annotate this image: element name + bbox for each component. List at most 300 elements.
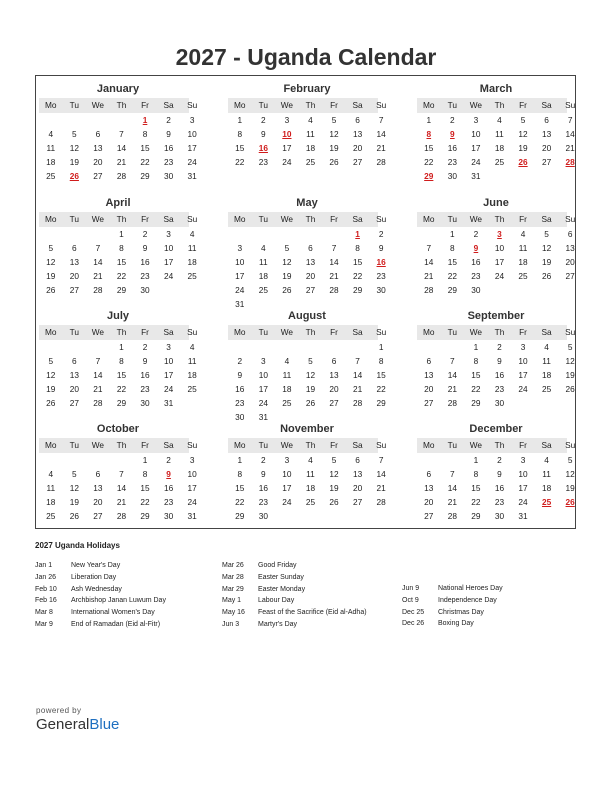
week-row bbox=[417, 270, 575, 283]
footer-branding[interactable] bbox=[36, 706, 119, 733]
holiday-date: Mar 29 bbox=[222, 585, 244, 593]
day-cell: 22 bbox=[140, 497, 150, 507]
day-cell: 26 bbox=[282, 285, 292, 295]
brand-general-text: General bbox=[36, 716, 90, 733]
weekday-label: Mo bbox=[423, 100, 435, 110]
day-cell: 2 bbox=[166, 115, 171, 125]
holiday-item bbox=[222, 560, 367, 572]
weekday-label: We bbox=[280, 100, 294, 110]
day-cell: 30 bbox=[471, 285, 481, 295]
day-cell: 5 bbox=[284, 243, 290, 253]
empty-day-cell bbox=[417, 228, 441, 241]
holiday-name: Easter Sunday bbox=[258, 573, 304, 581]
day-cell: 22 bbox=[471, 384, 481, 394]
day-cell: 19 bbox=[46, 271, 56, 281]
day-cell: 11 bbox=[306, 469, 315, 479]
day-cell: 31 bbox=[258, 412, 268, 422]
day-cell: 4 bbox=[544, 455, 549, 465]
empty-day-cell bbox=[299, 341, 323, 354]
day-cell: 3 bbox=[261, 356, 266, 366]
day-cell: 2 bbox=[473, 229, 479, 239]
weekday-label: Fr bbox=[141, 440, 149, 450]
day-cell: 12 bbox=[518, 129, 528, 139]
empty-day-cell bbox=[299, 228, 323, 241]
empty-day-cell bbox=[558, 284, 582, 297]
day-cell: 8 bbox=[119, 243, 124, 253]
weekday-label: Fr bbox=[141, 100, 149, 110]
day-cell: 26 bbox=[46, 285, 56, 295]
holiday-day-cell: 29 bbox=[424, 171, 434, 181]
weekday-label: Th bbox=[305, 327, 316, 337]
day-cell: 6 bbox=[355, 115, 360, 125]
weekday-label: Fr bbox=[330, 440, 338, 450]
day-cell: 18 bbox=[282, 384, 292, 394]
day-cell: 2 bbox=[166, 455, 171, 465]
weekday-label: Sa bbox=[163, 100, 174, 110]
weekday-label: Sa bbox=[541, 214, 552, 224]
week-row bbox=[417, 114, 573, 127]
day-cell: 9 bbox=[166, 129, 171, 139]
weekday-label: Th bbox=[116, 440, 127, 450]
day-cell: 18 bbox=[305, 483, 316, 493]
day-cell: 28 bbox=[352, 398, 363, 408]
holiday-item bbox=[35, 595, 166, 607]
day-cell: 5 bbox=[331, 115, 337, 125]
day-cell: 27 bbox=[424, 398, 434, 408]
day-cell: 20 bbox=[424, 497, 434, 507]
week-row bbox=[39, 156, 197, 169]
day-cell: 7 bbox=[378, 455, 384, 465]
week-row bbox=[228, 482, 386, 495]
day-cell: 6 bbox=[95, 129, 101, 139]
day-cell: 4 bbox=[284, 356, 290, 366]
weekday-label: We bbox=[91, 214, 105, 224]
weekday-label: Tu bbox=[258, 214, 269, 224]
holiday-name: Easter Monday bbox=[258, 585, 306, 593]
day-cell: 4 bbox=[308, 455, 313, 465]
day-cell: 16 bbox=[140, 257, 150, 267]
empty-day-cell bbox=[417, 341, 441, 354]
weekday-label: Th bbox=[494, 440, 505, 450]
day-cell: 1 bbox=[473, 455, 479, 465]
day-cell: 14 bbox=[565, 129, 575, 139]
month-may bbox=[228, 196, 387, 311]
day-cell: 15 bbox=[235, 483, 245, 493]
month-january bbox=[39, 82, 198, 183]
day-cell: 21 bbox=[116, 497, 127, 507]
weekday-label: Su bbox=[565, 214, 576, 224]
holiday-day-cell: 3 bbox=[497, 229, 502, 239]
brand-blue-text: Blue bbox=[89, 716, 120, 733]
day-cell: 7 bbox=[567, 115, 573, 125]
day-cell: 1 bbox=[426, 115, 432, 125]
holiday-name: Boxing Day bbox=[438, 620, 474, 628]
month-name: June bbox=[483, 197, 509, 209]
weekday-label: Th bbox=[116, 214, 127, 224]
day-cell: 11 bbox=[306, 129, 315, 139]
day-cell: 2 bbox=[378, 229, 384, 239]
week-row bbox=[39, 397, 189, 410]
holiday-day-cell: 28 bbox=[565, 157, 575, 167]
week-row bbox=[417, 242, 575, 255]
empty-day-cell bbox=[299, 510, 323, 523]
weekday-label: Tu bbox=[69, 327, 80, 337]
weekday-label: Th bbox=[494, 100, 505, 110]
day-cell: 8 bbox=[378, 356, 384, 366]
holiday-list-column-1 bbox=[35, 560, 166, 631]
day-cell: 17 bbox=[163, 257, 174, 267]
day-cell: 19 bbox=[329, 143, 339, 153]
day-cell: 29 bbox=[140, 511, 150, 521]
weekday-label: Su bbox=[187, 100, 198, 110]
day-cell: 16 bbox=[140, 370, 150, 380]
empty-day-cell bbox=[535, 510, 559, 523]
weekday-label: Su bbox=[187, 214, 198, 224]
day-cell: 14 bbox=[116, 143, 127, 153]
day-cell: 13 bbox=[93, 483, 103, 493]
day-cell: 23 bbox=[140, 271, 150, 281]
empty-day-cell bbox=[535, 284, 559, 297]
day-cell: 8 bbox=[237, 129, 243, 139]
day-cell: 13 bbox=[565, 243, 575, 253]
weekday-label: Fr bbox=[330, 100, 338, 110]
holiday-date: Jun 9 bbox=[402, 585, 420, 592]
holiday-item bbox=[35, 560, 166, 572]
weekday-label: Su bbox=[376, 327, 387, 337]
day-cell: 12 bbox=[46, 257, 56, 267]
holiday-item bbox=[222, 607, 367, 619]
holiday-day-cell: 26 bbox=[565, 497, 575, 507]
empty-day-cell bbox=[86, 228, 110, 241]
weekday-label: Fr bbox=[141, 214, 149, 224]
holiday-day-cell: 25 bbox=[541, 497, 552, 507]
empty-day-cell bbox=[228, 341, 252, 354]
day-cell: 16 bbox=[471, 257, 481, 267]
day-cell: 22 bbox=[447, 271, 457, 281]
day-cell: 27 bbox=[541, 157, 552, 167]
holiday-date: Jan 26 bbox=[35, 573, 57, 581]
month-name: October bbox=[96, 423, 140, 435]
day-cell: 27 bbox=[329, 398, 339, 408]
day-cell: 6 bbox=[426, 469, 432, 479]
day-cell: 20 bbox=[565, 257, 575, 267]
empty-day-cell bbox=[39, 454, 63, 467]
week-row bbox=[228, 142, 386, 155]
empty-day-cell bbox=[39, 114, 63, 127]
day-cell: 4 bbox=[520, 229, 526, 239]
empty-day-cell bbox=[558, 397, 582, 410]
powered-by-text: powered by bbox=[36, 706, 82, 715]
day-cell: 28 bbox=[93, 398, 103, 408]
empty-day-cell bbox=[511, 284, 535, 297]
day-cell: 20 bbox=[69, 271, 79, 281]
day-cell: 22 bbox=[116, 384, 127, 394]
day-cell: 31 bbox=[235, 299, 245, 309]
day-cell: 7 bbox=[355, 356, 360, 366]
day-cell: 27 bbox=[69, 285, 79, 295]
day-cell: 24 bbox=[258, 398, 268, 408]
weekday-label: Fr bbox=[519, 327, 527, 337]
weekday-label: Fr bbox=[141, 327, 149, 337]
month-july bbox=[39, 309, 198, 410]
day-cell: 13 bbox=[93, 143, 103, 153]
page-title: 2027 - Uganda Calendar bbox=[175, 44, 437, 70]
holiday-day-cell: 16 bbox=[376, 257, 386, 267]
holiday-day-cell: 1 bbox=[142, 115, 148, 125]
day-cell: 10 bbox=[187, 469, 197, 479]
day-cell: 26 bbox=[565, 384, 575, 394]
weekday-label: Mo bbox=[423, 440, 435, 450]
weekday-header bbox=[228, 98, 387, 113]
empty-day-cell bbox=[535, 397, 559, 410]
day-cell: 10 bbox=[518, 469, 528, 479]
day-cell: 1 bbox=[473, 342, 479, 352]
day-cell: 26 bbox=[69, 511, 79, 521]
week-row bbox=[228, 270, 386, 283]
day-cell: 8 bbox=[355, 243, 360, 253]
day-cell: 20 bbox=[541, 143, 552, 153]
week-row bbox=[39, 170, 197, 183]
day-cell: 27 bbox=[305, 285, 316, 295]
weekday-header bbox=[39, 212, 198, 227]
week-row bbox=[417, 369, 575, 382]
day-cell: 11 bbox=[46, 143, 56, 153]
day-cell: 25 bbox=[305, 157, 316, 167]
holiday-name: National Heroes Day bbox=[438, 585, 503, 592]
day-cell: 21 bbox=[376, 483, 386, 493]
weekday-label: Th bbox=[116, 327, 127, 337]
day-cell: 14 bbox=[447, 370, 457, 380]
day-cell: 26 bbox=[46, 398, 56, 408]
day-cell: 2 bbox=[497, 342, 502, 352]
day-cell: 10 bbox=[518, 356, 528, 366]
day-cell: 1 bbox=[237, 455, 243, 465]
day-cell: 8 bbox=[450, 243, 455, 253]
day-cell: 23 bbox=[494, 497, 505, 507]
weekday-header bbox=[228, 438, 387, 453]
week-row bbox=[39, 496, 197, 509]
day-cell: 21 bbox=[329, 271, 339, 281]
weekday-label: Tu bbox=[69, 440, 80, 450]
day-cell: 5 bbox=[567, 455, 573, 465]
weekday-label: Mo bbox=[423, 327, 435, 337]
holiday-item bbox=[35, 607, 166, 619]
weekday-header bbox=[417, 212, 576, 227]
day-cell: 12 bbox=[329, 129, 339, 139]
empty-day-cell bbox=[110, 114, 134, 127]
day-cell: 4 bbox=[189, 342, 195, 352]
day-cell: 3 bbox=[284, 455, 290, 465]
day-cell: 17 bbox=[282, 143, 292, 153]
weekday-label: We bbox=[469, 440, 483, 450]
day-cell: 13 bbox=[329, 370, 339, 380]
day-cell: 2 bbox=[261, 115, 266, 125]
week-row bbox=[39, 270, 197, 283]
holiday-date: Mar 28 bbox=[222, 573, 244, 581]
holiday-name: International Women's Day bbox=[71, 609, 155, 617]
weekday-label: Th bbox=[494, 327, 505, 337]
day-cell: 15 bbox=[140, 143, 150, 153]
empty-day-cell bbox=[441, 341, 465, 354]
day-cell: 18 bbox=[46, 497, 56, 507]
week-row bbox=[39, 454, 195, 467]
weekday-label: Su bbox=[187, 440, 198, 450]
month-november bbox=[228, 422, 387, 523]
weekday-label: Tu bbox=[447, 327, 458, 337]
week-row bbox=[417, 156, 575, 169]
day-cell: 15 bbox=[116, 257, 127, 267]
empty-day-cell bbox=[39, 228, 63, 241]
day-cell: 6 bbox=[544, 115, 549, 125]
day-cell: 5 bbox=[48, 356, 54, 366]
generalblue-logo[interactable] bbox=[36, 716, 119, 733]
week-row bbox=[417, 355, 575, 368]
day-cell: 23 bbox=[235, 398, 245, 408]
week-row bbox=[417, 170, 567, 183]
empty-day-cell bbox=[511, 397, 535, 410]
day-cell: 16 bbox=[258, 483, 268, 493]
day-cell: 9 bbox=[261, 469, 266, 479]
empty-day-cell bbox=[511, 170, 535, 183]
holiday-item bbox=[402, 595, 503, 607]
day-cell: 4 bbox=[544, 342, 549, 352]
day-cell: 24 bbox=[518, 384, 528, 394]
day-cell: 16 bbox=[494, 370, 505, 380]
day-cell: 5 bbox=[48, 243, 54, 253]
day-cell: 28 bbox=[116, 171, 127, 181]
day-cell: 25 bbox=[46, 511, 56, 521]
day-cell: 27 bbox=[93, 171, 103, 181]
day-cell: 15 bbox=[376, 370, 386, 380]
day-cell: 4 bbox=[189, 229, 195, 239]
day-cell: 25 bbox=[305, 497, 316, 507]
day-cell: 19 bbox=[305, 384, 316, 394]
empty-day-cell bbox=[63, 114, 87, 127]
day-cell: 18 bbox=[494, 143, 505, 153]
day-cell: 29 bbox=[471, 511, 481, 521]
day-cell: 21 bbox=[116, 157, 127, 167]
day-cell: 21 bbox=[93, 271, 103, 281]
month-february bbox=[228, 82, 387, 169]
day-cell: 17 bbox=[187, 143, 197, 153]
holiday-date: Mar 8 bbox=[35, 609, 53, 617]
weekday-header bbox=[417, 325, 576, 340]
weekday-label: Tu bbox=[69, 214, 80, 224]
day-cell: 11 bbox=[46, 483, 56, 493]
day-cell: 3 bbox=[189, 455, 195, 465]
weekday-label: Su bbox=[187, 327, 198, 337]
day-cell: 18 bbox=[305, 143, 316, 153]
empty-day-cell bbox=[275, 341, 299, 354]
day-cell: 3 bbox=[520, 342, 526, 352]
day-cell: 27 bbox=[93, 511, 103, 521]
day-cell: 29 bbox=[140, 171, 150, 181]
day-cell: 20 bbox=[329, 384, 339, 394]
holiday-item bbox=[35, 572, 166, 584]
weekday-label: Tu bbox=[69, 100, 80, 110]
holiday-item bbox=[35, 619, 166, 631]
weekday-label: Sa bbox=[541, 440, 552, 450]
day-cell: 3 bbox=[166, 342, 171, 352]
day-cell: 12 bbox=[305, 370, 316, 380]
day-cell: 12 bbox=[565, 356, 575, 366]
holiday-day-cell: 8 bbox=[426, 129, 432, 139]
day-cell: 13 bbox=[69, 370, 79, 380]
day-cell: 31 bbox=[187, 511, 197, 521]
holiday-name: End of Ramadan (Eid al-Fitr) bbox=[71, 620, 161, 628]
week-row bbox=[39, 341, 195, 354]
day-cell: 22 bbox=[471, 497, 481, 507]
holiday-name: Feast of the Sacrifice (Eid al-Adha) bbox=[258, 609, 367, 617]
day-cell: 19 bbox=[541, 257, 552, 267]
week-row bbox=[417, 482, 575, 495]
day-cell: 24 bbox=[235, 285, 245, 295]
day-cell: 31 bbox=[518, 511, 528, 521]
weekday-label: Fr bbox=[519, 440, 527, 450]
weekday-label: Sa bbox=[352, 100, 363, 110]
holiday-date: Oct 9 bbox=[402, 596, 419, 604]
day-cell: 2 bbox=[142, 342, 148, 352]
empty-day-cell bbox=[322, 341, 346, 354]
day-cell: 9 bbox=[261, 129, 266, 139]
weekday-label: Mo bbox=[45, 214, 57, 224]
day-cell: 29 bbox=[116, 398, 127, 408]
weekday-label: We bbox=[469, 214, 483, 224]
holiday-day-cell: 10 bbox=[282, 129, 292, 139]
weekday-label: Mo bbox=[45, 327, 57, 337]
day-cell: 18 bbox=[541, 370, 552, 380]
day-cell: 4 bbox=[497, 115, 502, 125]
day-cell: 11 bbox=[495, 129, 504, 139]
empty-day-cell bbox=[180, 284, 204, 297]
holiday-day-cell: 26 bbox=[518, 157, 528, 167]
week-row bbox=[228, 128, 386, 141]
day-cell: 9 bbox=[378, 243, 384, 253]
weekday-label: Sa bbox=[541, 100, 552, 110]
weekday-header bbox=[39, 98, 198, 113]
day-cell: 10 bbox=[163, 243, 174, 253]
empty-day-cell bbox=[180, 397, 204, 410]
weekday-label: Tu bbox=[447, 100, 458, 110]
day-cell: 30 bbox=[140, 398, 150, 408]
day-cell: 26 bbox=[329, 497, 339, 507]
day-cell: 19 bbox=[282, 271, 292, 281]
month-october bbox=[39, 422, 198, 523]
holiday-name: Labour Day bbox=[258, 597, 295, 605]
day-cell: 25 bbox=[187, 271, 197, 281]
week-row bbox=[228, 114, 384, 127]
day-cell: 4 bbox=[261, 243, 266, 253]
week-row bbox=[39, 128, 197, 141]
day-cell: 15 bbox=[235, 143, 245, 153]
day-cell: 24 bbox=[282, 497, 292, 507]
day-cell: 23 bbox=[163, 497, 174, 507]
week-row bbox=[228, 383, 386, 396]
day-cell: 15 bbox=[140, 483, 150, 493]
day-cell: 20 bbox=[352, 143, 363, 153]
weekday-label: We bbox=[280, 327, 294, 337]
weekday-label: Fr bbox=[330, 214, 338, 224]
empty-day-cell bbox=[275, 228, 299, 241]
weekday-label: Th bbox=[116, 100, 127, 110]
day-cell: 24 bbox=[163, 271, 174, 281]
day-cell: 15 bbox=[116, 370, 127, 380]
empty-day-cell bbox=[488, 170, 512, 183]
weekday-label: Su bbox=[376, 440, 387, 450]
empty-day-cell bbox=[346, 341, 370, 354]
day-cell: 24 bbox=[471, 157, 481, 167]
day-cell: 1 bbox=[119, 229, 124, 239]
